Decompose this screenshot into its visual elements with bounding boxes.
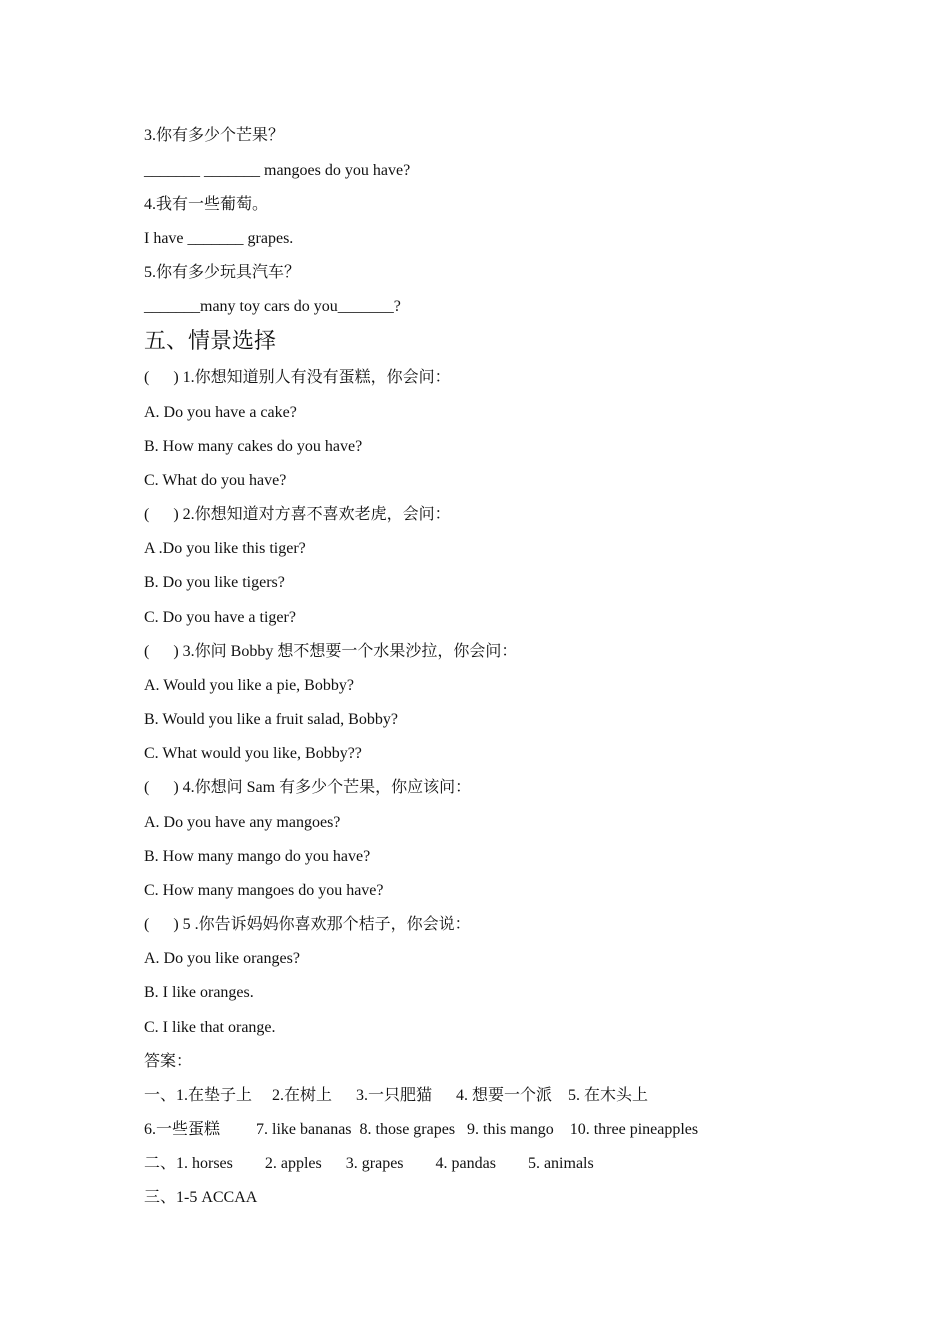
question-4-option-c: C. How many mangoes do you have?	[144, 882, 384, 899]
question-1-option-b: B. How many cakes do you have?	[144, 438, 363, 455]
situation-question-2: ( ) 2.你想知道对方喜不喜欢老虎，会问：	[144, 506, 451, 523]
question-1-option-a: A. Do you have a cake?	[144, 404, 297, 421]
question-5-option-c: C. I like that orange.	[144, 1019, 276, 1036]
answers-line-2: 6.一些蛋糕 7. like bananas 8. those grapes 9. this mango 10. three pineapples	[144, 1121, 699, 1138]
answers-line-1: 一、1.在垫子上 2.在树上 3.一只肥猫 4. 想要一个派 5. 在木头上	[144, 1087, 649, 1104]
question-4-option-a: A. Do you have any mangoes?	[144, 814, 341, 831]
fill-question-5-prompt: 5.你有多少玩具汽车？	[144, 264, 301, 281]
question-3-option-c: C. What would you like, Bobby??	[144, 745, 362, 762]
answers-title: 答案：	[144, 1053, 193, 1070]
question-2-option-a: A .Do you like this tiger?	[144, 540, 306, 557]
question-2-option-c: C. Do you have a tiger?	[144, 609, 296, 626]
fill-question-4-blank: I have _______ grapes.	[144, 230, 294, 247]
question-5-option-a: A. Do you like oranges?	[144, 950, 300, 967]
fill-question-5-blank: _______many toy cars do you_______?	[144, 298, 401, 315]
section-5-heading: 五、情景选择	[144, 328, 277, 353]
question-5-option-b: B. I like oranges.	[144, 984, 254, 1001]
question-4-option-b: B. How many mango do you have?	[144, 848, 371, 865]
fill-question-3-blank: _______ _______ mangoes do you have?	[144, 162, 411, 179]
situation-question-4: ( ) 4.你想问 Sam 有多少个芒果，你应该问：	[144, 779, 472, 796]
situation-question-5: ( ) 5 .你告诉妈妈你喜欢那个桔子，你会说：	[144, 916, 471, 933]
question-3-option-b: B. Would you like a fruit salad, Bobby?	[144, 711, 398, 728]
answers-line-3: 二、1. horses 2. apples 3. grapes 4. pandas 5. animals	[144, 1155, 594, 1172]
answers-line-4: 三、1-5 ACCAA	[144, 1189, 258, 1206]
question-1-option-c: C. What do you have?	[144, 472, 287, 489]
fill-question-3-prompt: 3.你有多少个芒果？	[144, 127, 285, 144]
situation-question-3: ( ) 3.你问 Bobby 想不想要一个水果沙拉，你会问：	[144, 643, 518, 660]
fill-question-4-prompt: 4.我有一些葡萄。	[144, 196, 269, 213]
question-3-option-a: A. Would you like a pie, Bobby?	[144, 677, 354, 694]
situation-question-1: ( ) 1.你想知道别人有没有蛋糕，你会问：	[144, 369, 451, 386]
question-2-option-b: B. Do you like tigers?	[144, 574, 285, 591]
